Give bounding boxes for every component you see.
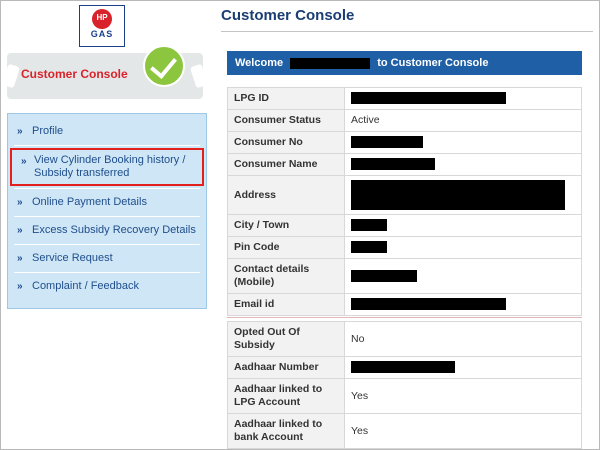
row-label: Aadhaar Number — [228, 357, 345, 379]
logo-flame-text: HP — [96, 13, 108, 22]
page-title: Customer Console — [221, 7, 355, 24]
table-row — [228, 154, 582, 176]
row-value — [345, 215, 582, 237]
sidebar-item-label: Excess Subsidy Recovery Details — [32, 224, 196, 236]
row-value — [345, 176, 582, 215]
nav-divider — [14, 188, 200, 189]
hp-gas-logo — [79, 5, 125, 47]
redacted-value — [351, 158, 435, 170]
sidebar-item-label: Complaint / Feedback — [32, 280, 139, 292]
table-row — [228, 237, 582, 259]
nav-divider — [14, 145, 200, 146]
row-value — [345, 132, 582, 154]
redacted-value — [351, 298, 506, 310]
row-label: Email id — [228, 294, 345, 316]
redacted-user-name — [290, 58, 370, 69]
row-label: Aadhaar linked to bank Account — [228, 414, 345, 449]
row-value: No — [345, 322, 582, 357]
chevron-right-icon: » — [17, 225, 23, 236]
nav-divider — [14, 244, 200, 245]
redacted-value — [351, 180, 565, 210]
chevron-right-icon: » — [17, 197, 23, 208]
row-label: Aadhaar linked to LPG Account — [228, 379, 345, 414]
redacted-value — [351, 270, 417, 282]
table-row — [228, 414, 582, 449]
welcome-prefix: Welcome — [235, 57, 284, 69]
chevron-right-icon: » — [17, 281, 23, 292]
sidebar-item-excess-subsidy[interactable] — [8, 219, 206, 242]
table-row — [228, 322, 582, 357]
row-value: Active — [345, 110, 582, 132]
banner-title: Customer Console — [21, 67, 128, 81]
row-value — [345, 154, 582, 176]
table-row — [228, 88, 582, 110]
row-label: LPG ID — [228, 88, 345, 110]
table-row — [228, 132, 582, 154]
customer-details-table — [227, 87, 582, 316]
row-value — [345, 237, 582, 259]
sidebar-item-online-payment[interactable] — [8, 191, 206, 214]
section-divider — [227, 317, 582, 318]
table-row — [228, 379, 582, 414]
table-row — [228, 110, 582, 132]
sidebar-nav — [7, 113, 207, 309]
check-mark-shape — [150, 51, 177, 79]
row-value: Yes — [345, 379, 582, 414]
nav-divider — [14, 216, 200, 217]
sidebar-item-label: Online Payment Details — [32, 196, 147, 208]
row-label: Address — [228, 176, 345, 215]
nav-divider — [14, 272, 200, 273]
sidebar-item-booking-history[interactable] — [10, 148, 204, 186]
redacted-value — [351, 136, 423, 148]
row-label: Consumer No — [228, 132, 345, 154]
row-label: Pin Code — [228, 237, 345, 259]
welcome-suffix: to Customer Console — [377, 57, 489, 69]
redacted-value — [351, 219, 387, 231]
table-row — [228, 176, 582, 215]
redacted-value — [351, 361, 455, 373]
row-label: Opted Out Of Subsidy — [228, 322, 345, 357]
main-content — [213, 1, 600, 450]
title-divider — [221, 31, 593, 32]
row-value — [345, 259, 582, 294]
sidebar-item-profile[interactable] — [8, 120, 206, 143]
chevron-right-icon: » — [21, 156, 27, 167]
row-value — [345, 88, 582, 110]
redacted-value — [351, 241, 387, 253]
row-label: Consumer Status — [228, 110, 345, 132]
table-row — [228, 357, 582, 379]
row-value — [345, 294, 582, 316]
console-banner — [7, 45, 203, 107]
check-icon — [143, 45, 185, 87]
row-value: Yes — [345, 414, 582, 449]
row-label: City / Town — [228, 215, 345, 237]
welcome-bar — [227, 51, 582, 75]
table-row — [228, 294, 582, 316]
row-value — [345, 357, 582, 379]
sidebar-item-label: View Cylinder Booking history / Subsidy transferred — [34, 154, 186, 179]
sidebar-item-service-request[interactable] — [8, 247, 206, 270]
logo-text: GAS — [90, 29, 114, 39]
left-sidebar — [1, 1, 211, 450]
sidebar-item-label: Service Request — [32, 252, 113, 264]
redacted-value — [351, 92, 506, 104]
row-label: Consumer Name — [228, 154, 345, 176]
chevron-right-icon: » — [17, 126, 23, 137]
chevron-right-icon: » — [17, 253, 23, 264]
sidebar-item-label: Profile — [32, 125, 64, 137]
table-row — [228, 259, 582, 294]
aadhaar-details-table — [227, 321, 582, 449]
sidebar-item-complaint-feedback[interactable] — [8, 275, 206, 298]
table-row — [228, 215, 582, 237]
flame-icon — [92, 9, 112, 29]
row-label: Contact details (Mobile) — [228, 259, 345, 294]
